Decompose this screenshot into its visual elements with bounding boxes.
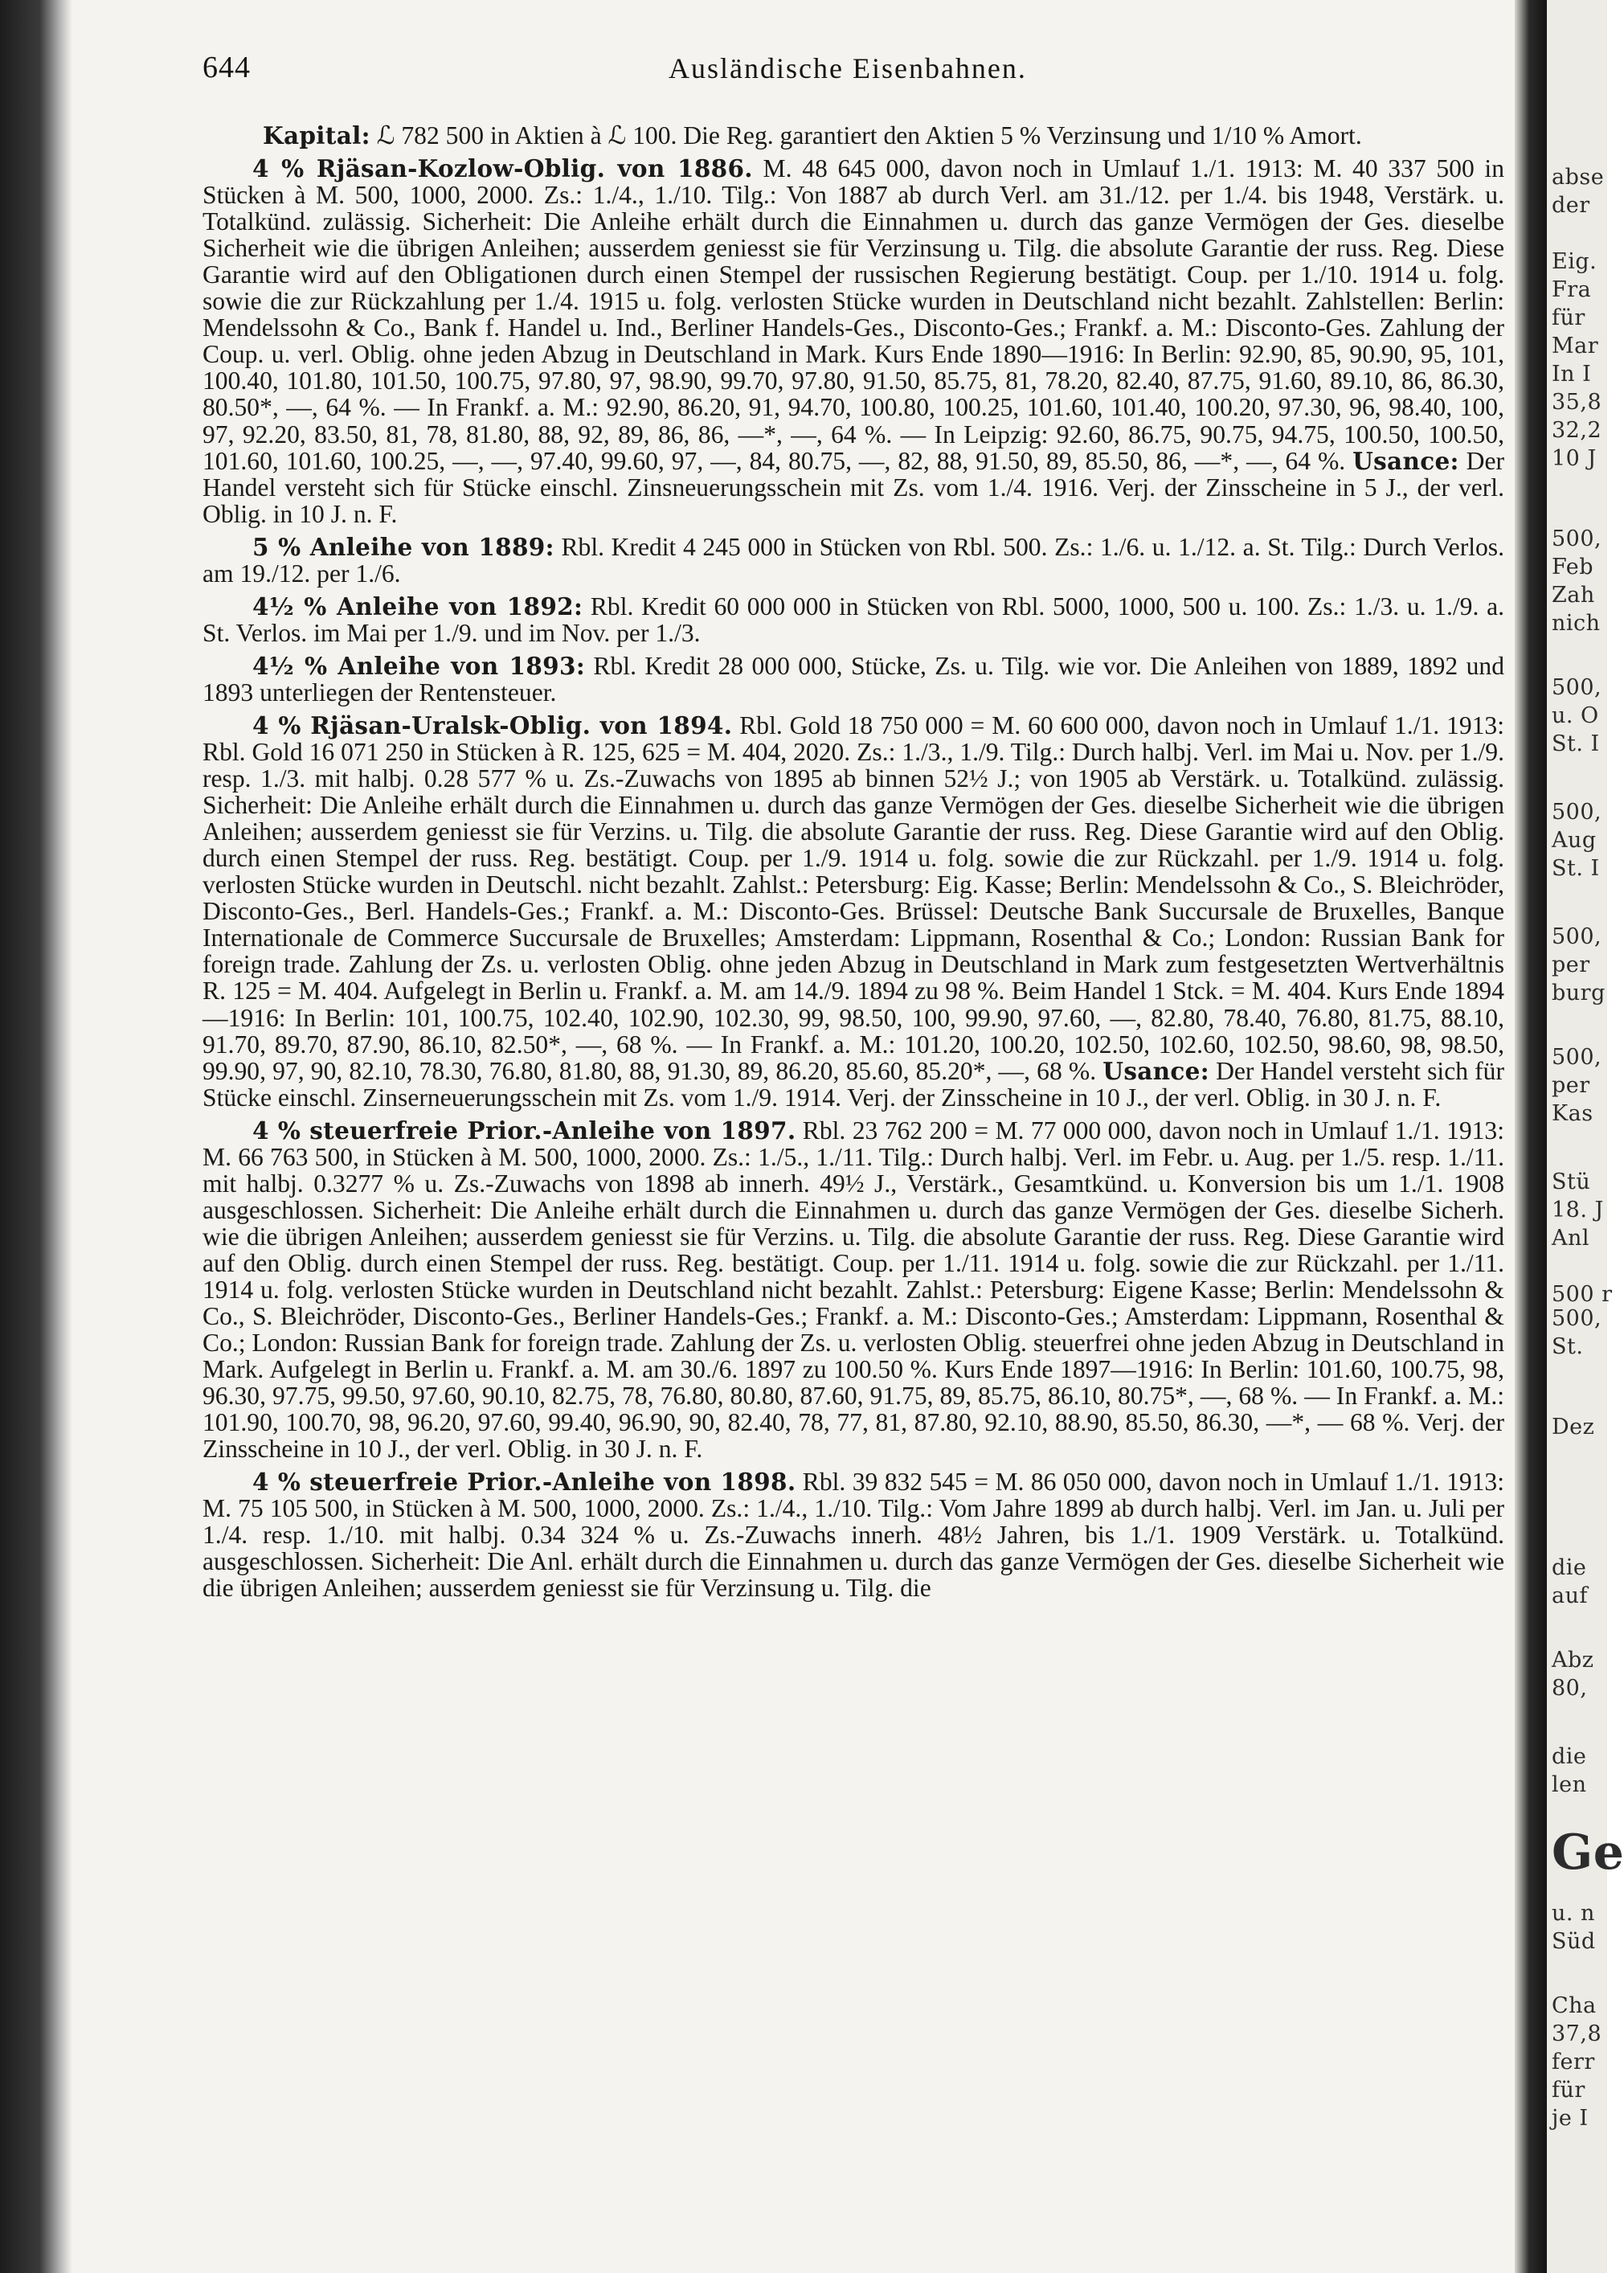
heading-anleihe-1893: 4½ % Anleihe von 1893: <box>252 651 586 680</box>
fragment-line: 80, <box>1552 1676 1588 1701</box>
page-number: 644 <box>202 51 251 84</box>
main-text-column <box>202 122 1504 1608</box>
fragment-line: u. n <box>1552 1901 1595 1926</box>
text-anleihe-1892: Rbl. Kredit 60 000 000 in Stücken von Rbl. 5000, 1000, 500 u. 100. Zs.: 1./3. u. 1./9. a. St. Verlos. im Mai per 1./9. und im Nov. per 1./3. <box>202 592 1504 647</box>
fragment-line: der <box>1552 193 1590 218</box>
fragment-line: Cha <box>1552 1993 1597 2018</box>
adjacent-page-edge <box>1547 0 1624 2273</box>
paragraph-anleihe-1889 <box>202 534 1504 587</box>
fragment-line: Zah <box>1552 583 1595 608</box>
fragment-line: Kas <box>1552 1101 1593 1126</box>
heading-anleihe-1892: 4½ % Anleihe von 1892: <box>252 592 583 620</box>
fragment-line: 37,8 <box>1552 2021 1602 2046</box>
usance-text: Der Handel versteht sich für Stücke einschl. Zinserneuerungsschein mit Zs. vom 1./9. 1914. Verj. der Zinsscheine in 10 J., der verl. Oblig. in 30 J. n. F. <box>202 1056 1504 1112</box>
text-rjaesan-uralsk: Rbl. Gold 18 750 000 = M. 60 600 000, davon noch in Umlauf 1./1. 1913: Rbl. Gold 16 071 250 in Stücken à R. 125, 625 = M. 404, 2020. Zs.: 1./3., 1./9. Tilg.: Durch halbj. Verl. im Mai u. Nov. per 1./9. resp. 1./3. mit halbj. 0.28 577 % u. Zs.-Zuwachs von 1895 ab binnen 52½ J.; von 1905 ab Verstärk. u. Totalkünd. zulässig. Sicherheit: Die Anleihe erhält durch die Einnahmen u. durch das ganze Vermögen der Ges. dieselbe Sicherheit wie die übrigen Anleihen; ausserdem geniesst sie für Verzins. u. Tilg. die absolute Garantie der russ. Reg. Diese Garantie wird auf den Oblig. durch einen Stempel der russ. Reg. bestätigt. Coup. per 1./9. 1914 u. folg. sowie die zur Rückzahl. per 1./9. 1914 u. folg. verlosten Stücke wurden in Deutschl. nicht bezahlt. Zahlst.: Petersburg: Eig. Kasse; Berlin: Mendelssohn & Co., S. Bleichröder, Disconto-Ges., Berl. Handels-Ges.; Frankf. a. M.: Disconto-Ges. Brüssel: Deutsche Bank Succursale de Bruxelles, Banque Internationale de Commerce Succursale de Bruxelles; Amsterdam: Lippmann, Rosenthal & Co.; London: Russian Bank for foreign trade. Zahlung der Zs. u. verlosten Oblig. ohne jeden Abzug in Deutschland in Mark zum festgesetzten Wertverhältnis R. 125 = M. 404. Aufgelegt in Berlin u. Frankf. a. M. am 14./9. 1894 zu 98 %. Beim Handel 1 Stck. = M. 404. Kurs Ende 1894—1916: In Berlin: 101, 100.75, 102.40, 102.90, 102.30, 99, 98.50, 100, 99.90, 97.60, —, 82.80, 78.40, 76.80, 81.75, 88.10, 91.70, 89.70, 87.90, 86.10, 82.50*, —, 68 %. — In Frankf. a. M.: 101.20, 100.20, 102.50, 102.60, 102.50, 98.60, 98, 98.50, 99.90, 97, 90, 82.10, 78.30, 76.80, 81.80, 88, 91.30, 89, 86.20, 85.60, 85.20*, —, 68 %. <box>202 711 1504 1085</box>
page-header <box>202 50 1504 90</box>
book-gutter-shadow <box>1515 0 1547 2273</box>
left-edge-shadow <box>0 0 72 2273</box>
fragment-line: für <box>1552 305 1585 330</box>
fragment-line: Dez <box>1552 1415 1595 1440</box>
fragment-line: per <box>1552 952 1590 977</box>
usance-text: Der Handel versteht sich für Stücke einschl. Zinsneuerungsschein mit Zs. vom 1./4. 1916. Verj. der Zinsscheine in 5 J., der verl. Oblig. in 10 J. n. F. <box>202 446 1505 528</box>
paragraph-anleihe-1892 <box>202 593 1504 646</box>
fragment-line: auf <box>1552 1583 1588 1608</box>
heading-anleihe-1889: 5 % Anleihe von 1889: <box>252 532 554 561</box>
fragment-line: 500, <box>1552 924 1602 949</box>
fragment-line: 35,8 <box>1552 390 1602 415</box>
fragment-line: Eig. <box>1552 249 1597 274</box>
heading-prior-anleihe-1898: 4 % steuerfreie Prior.-Anleihe von 1898. <box>252 1468 796 1497</box>
running-title: Ausländische Eisenbahnen. <box>669 52 1027 84</box>
fragment-line: u. O <box>1552 703 1599 728</box>
fragment-line: abse <box>1552 165 1605 190</box>
paragraph-prior-anleihe-1898 <box>202 1468 1504 1601</box>
fragment-line: 500, <box>1552 1306 1602 1331</box>
fragment-line: Stü <box>1552 1169 1591 1194</box>
fragment-line: 500, <box>1552 800 1602 825</box>
fragment-line: je I <box>1552 2106 1589 2131</box>
heading-rjaesan-uralsk: 4 % Rjäsan-Uralsk-Oblig. von 1894. <box>252 711 733 739</box>
fragment-line: 500, <box>1552 526 1602 551</box>
fragment-line: Aug <box>1552 828 1597 853</box>
fragment-line: per <box>1552 1073 1590 1098</box>
paragraph-anleihe-1893 <box>202 653 1504 706</box>
usance-label: Usance: <box>1352 446 1459 475</box>
paragraph-prior-anleihe-1897 <box>202 1117 1504 1463</box>
fragment-line: Abz <box>1552 1648 1594 1673</box>
text-prior-anleihe-1897: Rbl. 23 762 200 = M. 77 000 000, davon noch in Umlauf 1./1. 1913: M. 66 763 500, in Stücken à M. 500, 1000, 2000. Zs.: 1./5., 1./11. Tilg.: Durch halbj. Verl. im Febr. u. Aug. per 1./5. resp. 1./11. mit halbj. 0.3277 % u. Zs.-Zuwachs von 1898 ab innerh. 49½ J., Verstärk., Gesamtkünd. u. Konversion bis um 1./1. 1908 ausgeschlossen. Sicherheit: Die Anleihe erhält durch die Einnahmen u. durch das ganze Vermögen der Ges. dieselbe Sicherh. wie die übrigen Anleihen; ausserdem geniesst sie für Verzins. u. Tilg. die absolute Garantie der russ. Reg. Diese Garantie wird auf den Oblig. durch einen Stempel der russ. Reg. bestätigt. Coup. per 1./11. 1914 u. folg. sowie die zur Rückzahl. per 1./11. 1914 u. folg. verlosten Stücke wurden in Deutschland nicht bezahlt. Zahlst.: Petersburg: Eigene Kasse; Berlin: Mendelssohn & Co., S. Bleichröder, Disconto-Ges., Berliner Handels-Ges.; Frankf. a. M.: Disconto-Ges.; Amsterdam: Lippmann, Rosenthal & Co.; London: Russian Bank for foreign trade. Zahlung der Zs. u. verlosten Oblig. steuerfrei ohne jeden Abzug in Deutschland in Mark. Aufgelegt in Berlin u. Frankf. a. M. am 30./6. 1897 zu 100.50 %. Kurs Ende 1897—1916: In Berlin: 101.60, 100.75, 98, 96.30, 97.75, 99.50, 97.60, 90.10, 82.75, 78, 76.80, 80.80, 87.60, 91.75, 89, 85.75, 86.10, 80.75*, —, 68 %. — In Frankf. a. M.: 101.90, 100.70, 98, 96.20, 97.60, 99.40, 96.90, 90, 82.40, 78, 77, 81, 87.80, 92.10, 88.90, 85.50, 86.30, —*, — 68 %. Verj. der Zinsscheine in 10 J., der verl. Oblig. in 30 J. n. F. <box>202 1116 1504 1464</box>
fragment-line: Süd <box>1552 1929 1596 1954</box>
text-rjaesan-kozlow: M. 48 645 000, davon noch in Umlauf 1./1. 1913: M. 40 337 500 in Stücken à M. 500, 1000, 2000. Zs.: 1./4., 1./10. Tilg.: Von 1887 ab durch Verl. am 31./12. per 1./4. bis 1948, Verstärk. u. Totalkünd. zulässig. Sicherheit: Die Anleihe erhält durch die Einnahmen u. durch das ganze Vermögen der Ges. dieselbe Sicherheit wie die übrigen Anleihen; ausserdem geniesst sie für Verzinsung u. Tilg. die absolute Garantie der russ. Reg. Diese Garantie wird auf den Obligationen durch einen Stempel der russischen Regierung bestätigt. Coup. per 1./10. 1914 u. folg. sowie die zur Rückzahlung per 1./4. 1915 u. folg. verlosten Stücke wurden in Deutschland nicht bezahlt. Zahlstellen: Berlin: Mendelssohn & Co., Bank f. Handel u. Ind., Berliner Handels-Ges., Disconto-Ges.; Frankf. a. M.: Disconto-Ges. Zahlung der Coup. u. verl. Oblig. ohne jeden Abzug in Deutschland in Mark. Kurs Ende 1890—1916: In Berlin: 92.90, 85, 90.90, 95, 101, 100.40, 101.80, 101.50, 100.75, 97.80, 97, 98.90, 99.70, 97.80, 91.50, 85.75, 81, 78.20, 82.40, 87.75, 91.60, 89.10, 86, 86.30, 80.50*, —, 64 %. — In Frankf. a. M.: 92.90, 86.20, 91, 94.70, 100.80, 100.25, 101.60, 101.40, 100.20, 97.30, 96, 98.40, 100, 97, 92.20, 83.50, 81, 78, 81.80, 88, 92, 89, 86, 86, —*, —, 64 %. — In Leipzig: 92.60, 86.75, 90.75, 94.75, 100.50, 100.50, 101.60, 101.60, 100.25, —, —, 97.40, 99.60, 97, —, 84, 80.75, —, 82, 88, 91.50, 89, 85.50, 86, —*, —, 64 %. <box>202 154 1504 475</box>
fragment-line: St. I <box>1552 731 1600 756</box>
fragment-heading: Ge <box>1552 1825 1624 1881</box>
fragment-line: St. <box>1552 1334 1584 1359</box>
text-kapital: ℒ 782 500 in Aktien à ℒ 100. Die Reg. garantiert den Aktien 5 % Verzinsung und 1/10 % Amort. <box>370 121 1362 149</box>
fragment-line: 500 r <box>1552 1282 1613 1307</box>
text-prior-anleihe-1898: Rbl. 39 832 545 = M. 86 050 000, davon noch in Umlauf 1./1. 1913: M. 75 105 500, in Stücken à M. 500, 1000, 2000. Zs.: 1./4., 1./10. Tilg.: Vom Jahre 1899 ab durch halbj. Verl. im Jan. u. Juli per 1./4. resp. 1./10. mit halbj. 0.34 324 % u. Zs.-Zuwachs innerh. 48½ Jahren, bis 1./1. 1909 Verstärk. u. Totalkünd. ausgeschlossen. Sicherheit: Die Anl. erhält durch die Einnahmen u. durch das ganze Vermögen der Ges. dieselbe Sicherheit wie die übrigen Anleihen; ausserdem geniesst sie für Verzinsung u. Tilg. die <box>202 1468 1504 1603</box>
fragment-line: die <box>1552 1555 1587 1580</box>
fragment-line: 500, <box>1552 675 1602 700</box>
fragment-line: Fra <box>1552 277 1592 302</box>
fragment-line: Anl <box>1552 1226 1590 1251</box>
paragraph-kapital <box>202 122 1504 149</box>
fragment-line: 500, <box>1552 1045 1602 1070</box>
fragment-line: burg <box>1552 981 1606 1005</box>
text-anleihe-1893: Rbl. Kredit 28 000 000, Stücke, Zs. u. Tilg. wie vor. Die Anleihen von 1889, 1892 und 1893 unterliegen der Rentensteuer. <box>202 651 1505 706</box>
fragment-line: Mar <box>1552 334 1599 358</box>
fragment-line: len <box>1552 1772 1587 1797</box>
fragment-line: St. I <box>1552 856 1600 881</box>
fragment-line: für <box>1552 2078 1585 2103</box>
fragment-line: die <box>1552 1744 1587 1769</box>
fragment-line: 18. J <box>1552 1198 1604 1223</box>
paragraph-rjaesan-uralsk <box>202 712 1504 1111</box>
fragment-line: nich <box>1552 611 1601 636</box>
fragment-line: In I <box>1552 362 1592 387</box>
fragment-line: ferr <box>1552 2050 1595 2074</box>
usance-label: Usance: <box>1102 1056 1209 1085</box>
heading-rjaesan-kozlow: 4 % Rjäsan-Kozlow-Oblig. von 1886. <box>252 154 753 183</box>
fragment-line: Feb <box>1552 555 1594 580</box>
text-anleihe-1889: Rbl. Kredit 4 245 000 in Stücken von Rbl. 500. Zs.: 1./6. u. 1./12. a. St. Tilg.: Durch Verlos. am 19./12. per 1./6. <box>202 532 1504 588</box>
heading-prior-anleihe-1897: 4 % steuerfreie Prior.-Anleihe von 1897. <box>252 1116 796 1145</box>
fragment-line: 10 J <box>1552 446 1597 471</box>
heading-kapital: Kapital: <box>263 121 370 149</box>
paragraph-rjaesan-kozlow <box>202 155 1504 527</box>
fragment-line: 32,2 <box>1552 418 1602 443</box>
